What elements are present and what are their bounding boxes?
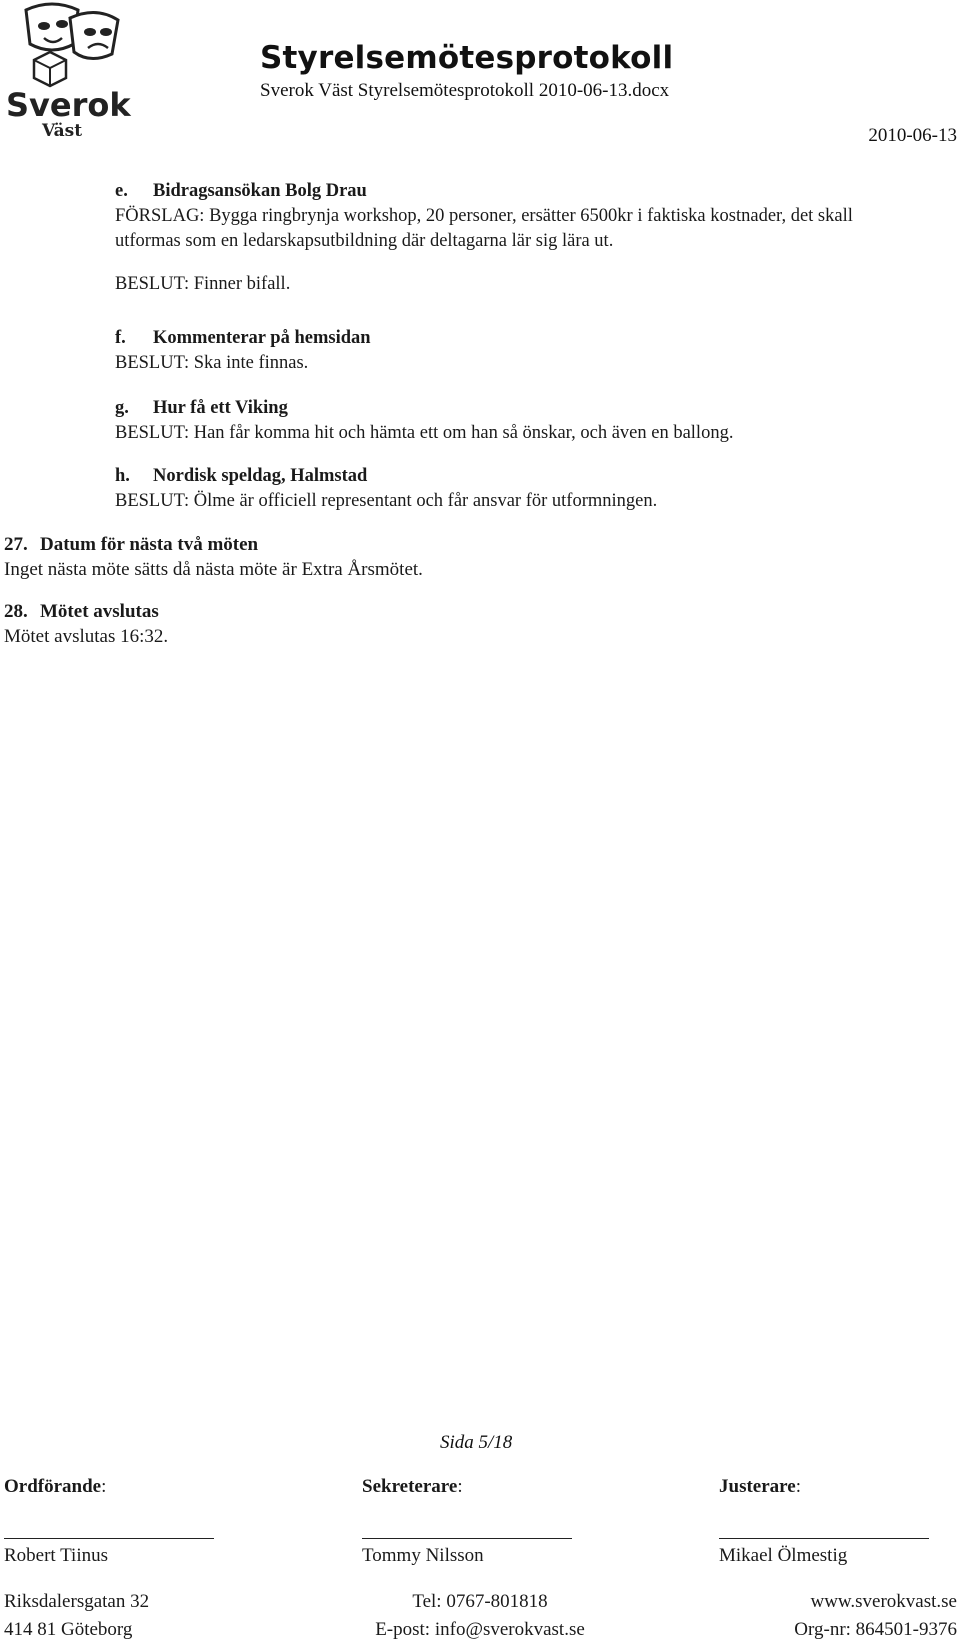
agenda-item-h <box>115 464 935 514</box>
item-title: Datum för nästa två möten <box>40 534 259 555</box>
item-heading <box>115 396 935 421</box>
signature-line <box>362 1538 572 1539</box>
item-decision: BESLUT: Ölme är officiell representant och får ansvar för utformningen. <box>115 491 658 511</box>
footer-city: 414 81 Göteborg <box>4 1619 133 1640</box>
signature-line <box>719 1538 929 1539</box>
logo-wordmark: Sverok <box>6 86 131 124</box>
item-label: 28. <box>4 601 28 622</box>
item-decision: BESLUT: Finner bifall. <box>115 274 291 294</box>
item-title: Kommenterar på hemsidan <box>153 328 371 348</box>
signature-name: Robert Tiinus <box>4 1545 109 1566</box>
document-date: 2010-06-13 <box>868 125 957 146</box>
agenda-item-28 <box>4 599 904 649</box>
item-title: Nordisk speldag, Halmstad <box>153 466 368 486</box>
item-label: e. <box>115 181 128 201</box>
page-number: Sida 5/18 <box>440 1432 513 1453</box>
footer-org <box>794 1588 957 1644</box>
footer-website-link[interactable]: www.sverokvast.se <box>810 1591 957 1612</box>
item-title: Bidragsansökan Bolg Drau <box>153 181 367 201</box>
signature-role: Justerare: <box>719 1476 801 1497</box>
logo-subtext: Väst <box>42 121 83 140</box>
item-proposal-continued: utformas som en ledarskapsutbildning där deltagarna lär sig lära ut. <box>115 231 614 251</box>
signature-role: Sekreterare: <box>362 1476 463 1497</box>
signature-role: Ordförande: <box>4 1476 107 1497</box>
sverok-vast-logo <box>4 0 132 140</box>
item-heading <box>115 464 935 489</box>
signature-name: Tommy Nilsson <box>362 1545 484 1566</box>
item-decision: BESLUT: Ska inte finnas. <box>115 353 309 373</box>
item-proposal: FÖRSLAG: Bygga ringbrynja workshop, 20 personer, ersätter 6500kr i faktiska kostnader, det skall <box>115 206 853 226</box>
item-text: Mötet avslutas 16:32. <box>4 626 169 647</box>
signature-name: Mikael Ölmestig <box>719 1545 848 1566</box>
agenda-item-g <box>115 396 935 446</box>
item-text: Inget nästa möte sätts då nästa möte är Extra Årsmötet. <box>4 559 423 580</box>
footer-street: Riksdalersgatan 32 <box>4 1591 150 1612</box>
footer-phone: Tel: 0767-801818 <box>412 1591 548 1612</box>
signature-block-secretary <box>362 1476 602 1567</box>
agenda-item-e <box>115 179 935 297</box>
agenda-item-27 <box>4 532 904 582</box>
item-label: 27. <box>4 534 28 555</box>
agenda-item-f <box>115 326 935 376</box>
item-label: f. <box>115 328 126 348</box>
signature-block-chair <box>4 1476 244 1567</box>
footer-orgnr: Org-nr: 864501-9376 <box>794 1619 957 1640</box>
item-label: h. <box>115 466 130 486</box>
item-label: g. <box>115 398 129 418</box>
signature-line <box>4 1538 214 1539</box>
item-title: Hur få ett Viking <box>153 398 288 418</box>
document-title: Styrelsemötesprotokoll <box>260 40 674 76</box>
item-heading <box>115 179 935 204</box>
item-decision: BESLUT: Han får komma hit och hämta ett om han så önskar, och även en ballong. <box>115 423 734 443</box>
document-filename: Sverok Väst Styrelsemötesprotokoll 2010-06-13.docx <box>260 80 670 101</box>
item-title: Mötet avslutas <box>40 601 159 622</box>
item-heading <box>4 532 904 557</box>
item-heading <box>115 326 935 351</box>
item-heading <box>4 599 904 624</box>
footer-email: E-post: info@sverokvast.se <box>375 1619 585 1640</box>
signature-block-adjuster <box>719 1476 959 1567</box>
